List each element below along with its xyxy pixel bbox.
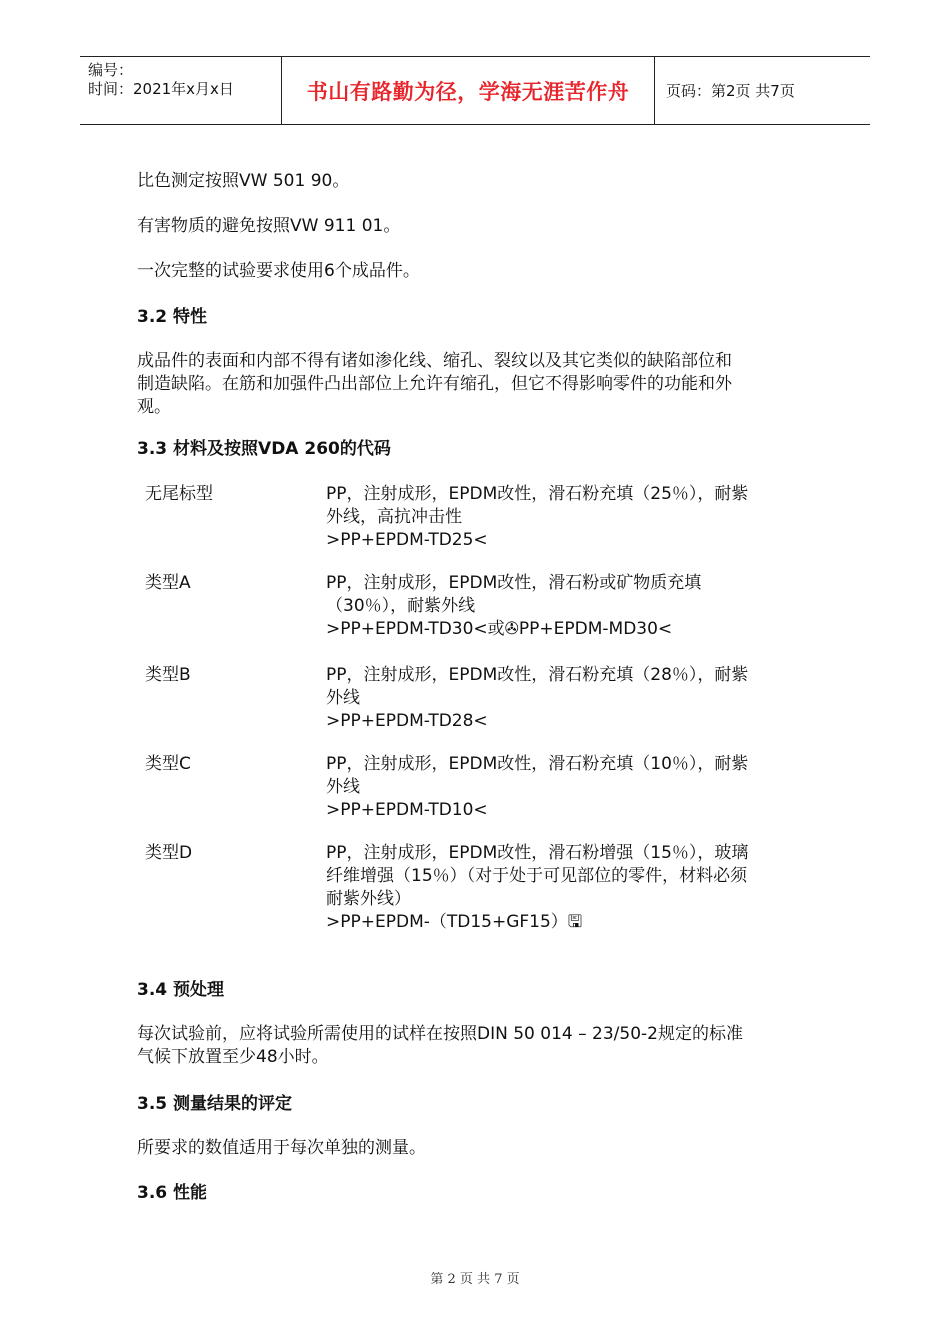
material-code: >PP+EPDM-TD28<	[326, 711, 488, 731]
material-code: >PP+EPDM-TD10<	[326, 800, 488, 820]
paragraph-test-samples: 一次完整的试验要求使用6个成品件。	[137, 261, 420, 281]
material-label: 无尾标型	[145, 484, 213, 504]
material-code: >PP+EPDM-TD25<	[326, 530, 488, 550]
heading-3-4: 3.4 预处理	[137, 980, 225, 1000]
paragraph-line: 制造缺陷。在筋和加强件凸出部位上允许有缩孔，但它不得影响零件的功能和外	[137, 374, 732, 394]
heading-3-6: 3.6 性能	[137, 1183, 208, 1203]
material-description	[326, 753, 816, 822]
material-line: PP，注射成形，EPDM改性，滑石粉充填（10％），耐紫	[326, 754, 749, 774]
paragraph-hazardous-substances: 有害物质的避免按照VW 911 01。	[137, 216, 401, 236]
heading-3-2: 3.2 特性	[137, 307, 208, 327]
paragraph-line: 每次试验前，应将试验所需使用的试样在按照DIN 50 014 – 23/50-2规定的标准	[137, 1024, 743, 1044]
material-line: PP，注射成形，EPDM改性，滑石粉或矿物质充填	[326, 573, 702, 593]
paragraph-color-measurement: 比色测定按照VW 501 90。	[137, 171, 350, 191]
page-header	[80, 56, 870, 125]
material-line: 外线，高抗冲击性	[326, 507, 462, 527]
paragraph-evaluation: 所要求的数值适用于每次单独的测量。	[137, 1138, 426, 1158]
material-line: 外线	[326, 688, 360, 708]
material-description	[326, 842, 816, 934]
material-line: PP，注射成形，EPDM改性，滑石粉充填（25％），耐紫	[326, 484, 749, 504]
document-date: 时间：2021年x月x日	[88, 80, 234, 98]
paragraph-line: 成品件的表面和内部不得有诸如渗化线、缩孔、裂纹以及其它类似的缺陷部位和	[137, 351, 732, 371]
material-code: >PP+EPDM-（TD15+GF15）🖫	[326, 912, 583, 932]
material-description	[326, 664, 816, 733]
heading-3-5: 3.5 测量结果的评定	[137, 1094, 293, 1114]
material-line: PP，注射成形，EPDM改性，滑石粉充填（28％），耐紫	[326, 665, 749, 685]
material-label: 类型A	[145, 573, 191, 593]
page-footer: 第 2 页 共 7 页	[430, 1272, 520, 1287]
material-line: 耐紫外线）	[326, 889, 411, 909]
paragraph-properties	[137, 350, 817, 419]
material-label: 类型D	[145, 843, 193, 863]
material-code: >PP+EPDM-TD30<或✇PP+EPDM-MD30<	[326, 619, 673, 639]
document-number-label: 编号：	[88, 61, 134, 79]
paragraph-preconditioning	[137, 1023, 817, 1069]
paragraph-line: 气候下放置至少48小时。	[137, 1047, 329, 1067]
material-description	[326, 483, 816, 552]
header-meta	[88, 61, 234, 99]
header-motto: 书山有路勤为径，学海无涯苦作舟	[281, 57, 655, 124]
heading-3-3: 3.3 材料及按照VDA 260的代码	[137, 439, 391, 459]
material-description	[326, 572, 816, 641]
material-label: 类型C	[145, 754, 191, 774]
material-line: 纤维增强（15％）（对于处于可见部位的零件，材料必须	[326, 866, 748, 886]
paragraph-line: 观。	[137, 397, 171, 417]
header-page-info: 页码：第2页 共7页	[666, 82, 795, 100]
material-line: PP，注射成形，EPDM改性，滑石粉增强（15％），玻璃	[326, 843, 749, 863]
material-line: 外线	[326, 777, 360, 797]
material-label: 类型B	[145, 665, 191, 685]
material-line: （30％），耐紫外线	[326, 596, 476, 616]
